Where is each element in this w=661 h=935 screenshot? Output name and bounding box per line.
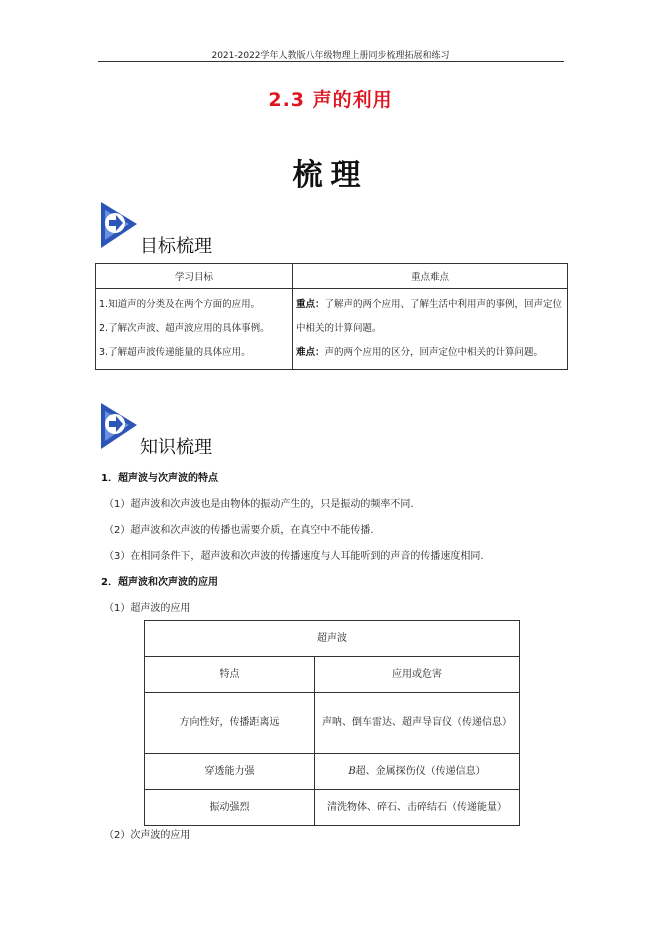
feature-cell: 振动强烈 — [145, 790, 315, 826]
goals-cell — [96, 289, 293, 370]
lesson-title: 2.3 声的利用 — [268, 89, 393, 111]
page-title: 梳理 — [292, 158, 369, 193]
use-text: 超、金属探伤仪（传递信息） — [355, 765, 486, 777]
paragraph-2: （2）超声波和次声波的传播也需要介质，在真空中不能传播. — [104, 525, 374, 536]
ultrasound-table — [144, 620, 520, 826]
goal-item: 3.了解超声波传递能量的具体应用。 — [99, 347, 251, 358]
goals-table — [95, 263, 568, 370]
use-cell: 声呐、倒车雷达、超声导盲仪（传递信息） — [315, 693, 520, 754]
subheading-2: 2．超声波和次声波的应用 — [101, 577, 218, 588]
difficulty-text: 声的两个应用的区分，回声定位中相关的计算问题。 — [324, 347, 544, 358]
goal-item: 2.了解次声波、超声波应用的具体事例。 — [99, 323, 270, 334]
goals-header-cell: 学习目标 — [96, 264, 293, 289]
arrow-badge-icon — [99, 401, 139, 451]
difficulty-label: 难点： — [296, 347, 325, 358]
b-prefix: B — [348, 765, 356, 777]
paragraph-4: （1）超声波的应用 — [104, 603, 191, 614]
use-cell — [315, 754, 520, 790]
feature-cell: 方向性好，传播距离远 — [145, 693, 315, 754]
header-divider — [98, 61, 564, 62]
feature-cell: 穿透能力强 — [145, 754, 315, 790]
paragraph-5: （2）次声波的应用 — [104, 830, 191, 841]
key-label: 重点： — [296, 299, 325, 310]
use-cell: 清洗物体、碎石、击碎结石（传递能量） — [315, 790, 520, 826]
feature-header-cell: 特点 — [145, 657, 315, 693]
key-points-header-cell: 重点难点 — [293, 264, 568, 289]
subheading-1: 1．超声波与次声波的特点 — [101, 473, 218, 484]
key-text: 了解声的两个应用、了解生活中利用声的事例，回声定位中相关的计算问题。 — [296, 299, 563, 334]
knowledge-heading: 知识梳理 — [140, 437, 212, 458]
paragraph-1: （1）超声波和次声波也是由物体的振动产生的，只是振动的频率不同. — [104, 499, 414, 510]
paragraph-3: （3）在相同条件下，超声波和次声波的传播速度与人耳能听到的声音的传播速度相同. — [104, 551, 484, 562]
goals-heading: 目标梳理 — [140, 236, 212, 257]
arrow-badge-icon — [99, 200, 139, 250]
goal-item: 1.知道声的分类及在两个方面的应用。 — [99, 299, 261, 310]
use-header-cell: 应用或危害 — [315, 657, 520, 693]
page-header: 2021-2022学年人教版八年级物理上册同步梳理拓展和练习 — [211, 51, 450, 61]
key-points-cell — [293, 289, 568, 370]
ultrasound-title-cell: 超声波 — [145, 621, 520, 657]
